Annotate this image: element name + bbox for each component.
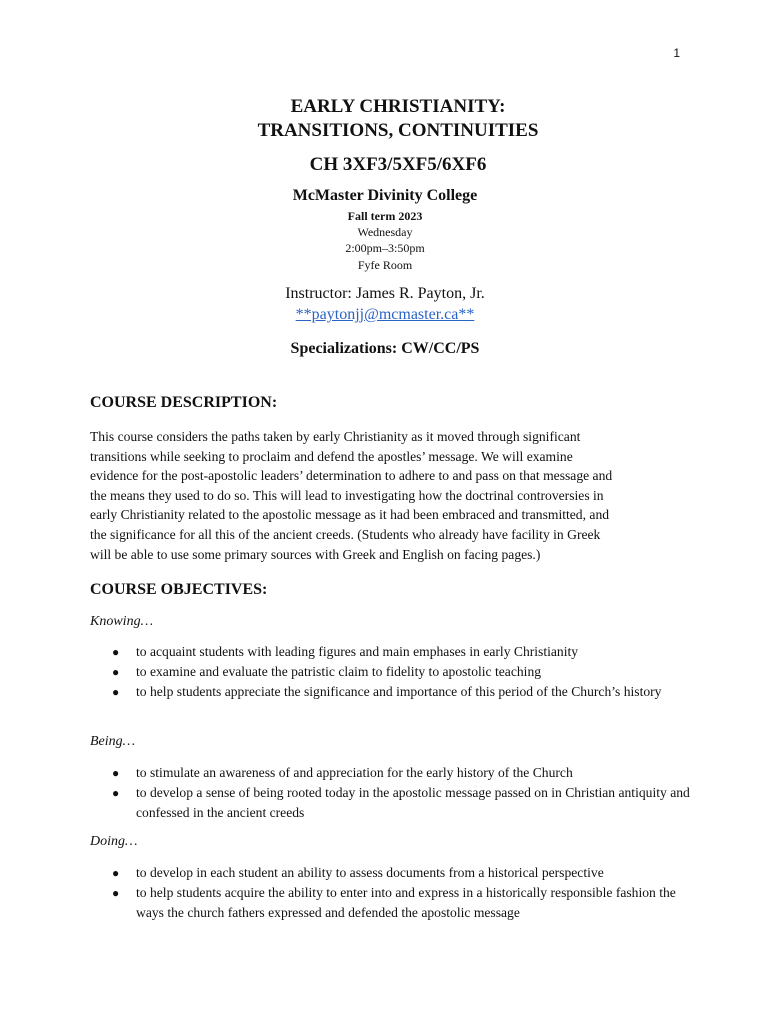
page-number: 1 [673, 46, 680, 60]
course-code: CH 3XF3/5XF5/6XF6 [309, 154, 487, 175]
instructor-name: Instructor: James R. Payton, Jr. [285, 285, 485, 302]
bullet-icon: ● [112, 786, 120, 801]
course-description-heading: COURSE DESCRIPTION: [90, 394, 278, 411]
class-time: 2:00pm–3:50pm [345, 241, 425, 255]
specializations: Specializations: CW/CC/PS [290, 340, 480, 357]
list-item: ● to help students appreciate the significance and importance of this period of the Church’s history [90, 682, 690, 702]
class-day: Wednesday [357, 225, 413, 239]
term: Fall term 2023 [347, 209, 423, 223]
bullet-icon: ● [112, 665, 120, 680]
doing-subheading: Doing… [90, 834, 138, 849]
course-title-line-1: EARLY CHRISTIANITY: [290, 96, 506, 117]
list-item: ● to acquaint students with leading figures and main emphases in early Christianity [90, 642, 690, 662]
knowing-list [90, 642, 690, 703]
list-item: ● to develop a sense of being rooted today in the apostolic message passed on in Christian antiquity and confessed in the ancient creeds [112, 785, 690, 821]
college-name: McMaster Divinity College [292, 187, 478, 204]
bullet-icon: ● [112, 685, 120, 700]
course-objectives-heading: COURSE OBJECTIVES: [90, 581, 268, 598]
bullet-icon: ● [112, 886, 120, 901]
description-line: early Christianity related to the apostolic message as it had been embraced and transmitted, and [90, 507, 610, 523]
description-line: evidence for the post-apostolic leaders’ determination to adhere to and pass on that message and [90, 468, 613, 484]
description-line: the means they used to do so. This will lead to investigating how the doctrinal controversies in [90, 487, 604, 503]
bullet-icon: ● [112, 766, 120, 780]
description-line: transitions while seeking to proclaim and defend the apostles’ message. We will examine [90, 448, 573, 464]
list-item: ● to examine and evaluate the patristic claim to fidelity to apostolic teaching [90, 662, 690, 682]
class-room: Fyfe Room [357, 258, 413, 272]
course-title [0, 95, 770, 143]
course-description-text [90, 427, 685, 564]
knowing-subheading: Knowing… [90, 614, 154, 629]
description-line: This course considers the paths taken by early Christianity as it moved through significant [90, 429, 581, 444]
bullet-icon: ● [112, 645, 120, 659]
doing-list [90, 863, 690, 924]
bullet-icon: ● [112, 866, 120, 880]
list-item: ● to develop in each student an ability to assess documents from a historical perspective [90, 863, 690, 883]
instructor-email-link[interactable]: **paytonjj@mcmaster.ca** [295, 306, 475, 323]
description-line: the significance for all this of the ancient creeds. (Students who already have facility in Greek [90, 526, 601, 542]
being-list [90, 763, 690, 824]
course-title-line-2: TRANSITIONS, CONTINUITIES [257, 120, 539, 141]
description-line: will be able to use some primary sources with Greek and English on facing pages.) [90, 546, 541, 562]
being-subheading: Being… [90, 734, 136, 749]
list-item: ● to help students acquire the ability to enter into and express in a historically responsible fashion the ways the church fathers expressed and defended the apostolic message [112, 885, 676, 921]
list-item: ● to stimulate an awareness of and appreciation for the early history of the Church [90, 763, 690, 783]
